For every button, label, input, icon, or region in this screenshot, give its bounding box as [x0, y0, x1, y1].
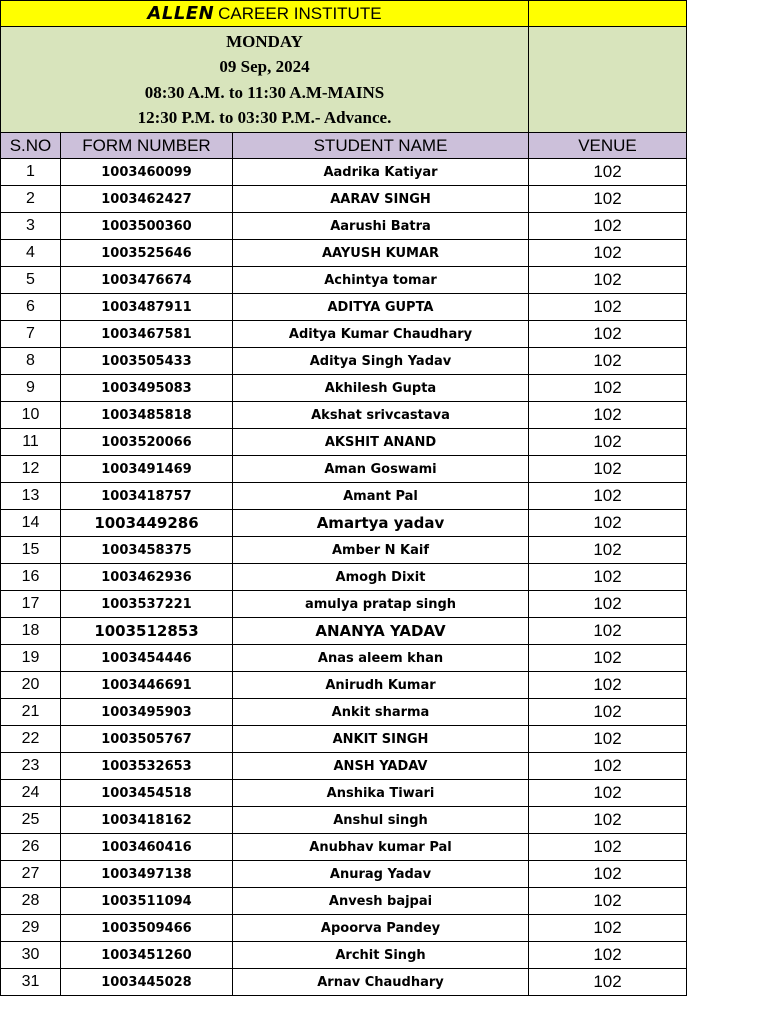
form-number-cell: 1003509466: [61, 915, 233, 942]
venue-cell: 102: [529, 321, 687, 348]
venue-cell: 102: [529, 861, 687, 888]
venue-cell: 102: [529, 645, 687, 672]
table-row: [1, 699, 687, 726]
sno-cell: 10: [1, 402, 61, 429]
student-name-cell: Aadrika Katiyar: [233, 159, 529, 186]
exam-info-row: [1, 27, 687, 133]
student-name-cell: Arnav Chaudhary: [233, 969, 529, 996]
venue-cell: 102: [529, 159, 687, 186]
form-number-cell: 1003505433: [61, 348, 233, 375]
student-name-cell: Anshul singh: [233, 807, 529, 834]
student-name-cell: ANSH YADAV: [233, 753, 529, 780]
form-number-cell: 1003495083: [61, 375, 233, 402]
table-row: [1, 834, 687, 861]
venue-cell: 102: [529, 510, 687, 537]
sno-cell: 15: [1, 537, 61, 564]
student-name-cell: Anas aleem khan: [233, 645, 529, 672]
form-number-cell: 1003458375: [61, 537, 233, 564]
sno-cell: 20: [1, 672, 61, 699]
sno-cell: 13: [1, 483, 61, 510]
venue-cell: 102: [529, 186, 687, 213]
form-number-cell: 1003418162: [61, 807, 233, 834]
sno-cell: 27: [1, 861, 61, 888]
sno-cell: 1: [1, 159, 61, 186]
venue-cell: 102: [529, 375, 687, 402]
sno-cell: 14: [1, 510, 61, 537]
student-name-cell: ADITYA GUPTA: [233, 294, 529, 321]
venue-cell: 102: [529, 483, 687, 510]
sno-cell: 3: [1, 213, 61, 240]
form-number-cell: 1003532653: [61, 753, 233, 780]
form-number-cell: 1003511094: [61, 888, 233, 915]
table-row: [1, 321, 687, 348]
student-name-cell: Anshika Tiwari: [233, 780, 529, 807]
table-row: [1, 537, 687, 564]
exam-info: [1, 27, 529, 133]
sno-cell: 9: [1, 375, 61, 402]
venue-cell: 102: [529, 537, 687, 564]
table-header-row: [1, 133, 687, 159]
info-blank-cell: [529, 27, 687, 133]
form-number-cell: 1003497138: [61, 861, 233, 888]
sno-cell: 28: [1, 888, 61, 915]
column-header-sno: S.NO: [1, 133, 61, 159]
form-number-cell: 1003454518: [61, 780, 233, 807]
column-header-student-name: STUDENT NAME: [233, 133, 529, 159]
column-header-venue: VENUE: [529, 133, 687, 159]
institute-name: CAREER INSTITUTE: [218, 4, 382, 23]
student-name-cell: Anubhav kumar Pal: [233, 834, 529, 861]
table-row: [1, 510, 687, 537]
table-row: [1, 375, 687, 402]
table-row: [1, 807, 687, 834]
form-number-cell: 1003460416: [61, 834, 233, 861]
student-name-cell: Akhilesh Gupta: [233, 375, 529, 402]
table-row: [1, 159, 687, 186]
student-name-cell: Akshat srivcastava: [233, 402, 529, 429]
form-number-cell: 1003487911: [61, 294, 233, 321]
student-name-cell: Amber N Kaif: [233, 537, 529, 564]
form-number-cell: 1003505767: [61, 726, 233, 753]
allen-logo-text: ALLEN: [147, 3, 215, 24]
form-number-cell: 1003454446: [61, 645, 233, 672]
form-number-cell: 1003476674: [61, 267, 233, 294]
venue-cell: 102: [529, 618, 687, 645]
exam-day: MONDAY: [226, 31, 303, 51]
sno-cell: 6: [1, 294, 61, 321]
table-row: [1, 456, 687, 483]
form-number-cell: 1003512853: [61, 618, 233, 645]
form-number-cell: 1003495903: [61, 699, 233, 726]
exam-slot-mains: 08:30 A.M. to 11:30 A.M-MAINS: [144, 82, 385, 102]
table-row: [1, 969, 687, 996]
venue-cell: 102: [529, 591, 687, 618]
table-row: [1, 483, 687, 510]
form-number-cell: 1003446691: [61, 672, 233, 699]
form-number-cell: 1003462936: [61, 564, 233, 591]
student-name-cell: Amartya yadav: [233, 510, 529, 537]
venue-cell: 102: [529, 402, 687, 429]
table-row: [1, 213, 687, 240]
venue-cell: 102: [529, 699, 687, 726]
table-row: [1, 618, 687, 645]
form-number-cell: 1003467581: [61, 321, 233, 348]
venue-cell: 102: [529, 834, 687, 861]
table-row: [1, 915, 687, 942]
form-number-cell: 1003418757: [61, 483, 233, 510]
student-name-cell: Anurag Yadav: [233, 861, 529, 888]
sno-cell: 5: [1, 267, 61, 294]
table-row: [1, 888, 687, 915]
table-row: [1, 429, 687, 456]
venue-cell: 102: [529, 429, 687, 456]
sno-cell: 26: [1, 834, 61, 861]
student-name-cell: Aditya Kumar Chaudhary: [233, 321, 529, 348]
sno-cell: 21: [1, 699, 61, 726]
venue-cell: 102: [529, 915, 687, 942]
sno-cell: 4: [1, 240, 61, 267]
sno-cell: 18: [1, 618, 61, 645]
form-number-cell: 1003445028: [61, 969, 233, 996]
student-name-cell: amulya pratap singh: [233, 591, 529, 618]
student-name-cell: Anirudh Kumar: [233, 672, 529, 699]
sno-cell: 17: [1, 591, 61, 618]
table-row: [1, 240, 687, 267]
table-row: [1, 942, 687, 969]
table-row: [1, 186, 687, 213]
sno-cell: 22: [1, 726, 61, 753]
table-row: [1, 780, 687, 807]
student-name-cell: AKSHIT ANAND: [233, 429, 529, 456]
institute-title-row: [1, 1, 687, 27]
venue-cell: 102: [529, 672, 687, 699]
sno-cell: 19: [1, 645, 61, 672]
venue-cell: 102: [529, 240, 687, 267]
student-name-cell: Apoorva Pandey: [233, 915, 529, 942]
venue-cell: 102: [529, 969, 687, 996]
sno-cell: 29: [1, 915, 61, 942]
student-name-cell: Aman Goswami: [233, 456, 529, 483]
column-header-form-number: FORM NUMBER: [61, 133, 233, 159]
table-row: [1, 348, 687, 375]
sno-cell: 25: [1, 807, 61, 834]
venue-cell: 102: [529, 348, 687, 375]
student-name-cell: Achintya tomar: [233, 267, 529, 294]
table-row: [1, 267, 687, 294]
form-number-cell: 1003537221: [61, 591, 233, 618]
sno-cell: 11: [1, 429, 61, 456]
venue-cell: 102: [529, 753, 687, 780]
student-name-cell: Ankit sharma: [233, 699, 529, 726]
student-name-cell: Aditya Singh Yadav: [233, 348, 529, 375]
institute-title: [1, 1, 529, 27]
venue-cell: 102: [529, 888, 687, 915]
form-number-cell: 1003500360: [61, 213, 233, 240]
form-number-cell: 1003462427: [61, 186, 233, 213]
table-row: [1, 294, 687, 321]
student-name-cell: Archit Singh: [233, 942, 529, 969]
venue-cell: 102: [529, 942, 687, 969]
venue-cell: 102: [529, 294, 687, 321]
table-row: [1, 645, 687, 672]
table-row: [1, 672, 687, 699]
student-name-cell: Aarushi Batra: [233, 213, 529, 240]
venue-cell: 102: [529, 780, 687, 807]
form-number-cell: 1003520066: [61, 429, 233, 456]
sno-cell: 16: [1, 564, 61, 591]
venue-cell: 102: [529, 456, 687, 483]
table-row: [1, 753, 687, 780]
sno-cell: 12: [1, 456, 61, 483]
table-row: [1, 402, 687, 429]
sno-cell: 24: [1, 780, 61, 807]
form-number-cell: 1003525646: [61, 240, 233, 267]
student-name-cell: ANKIT SINGH: [233, 726, 529, 753]
form-number-cell: 1003485818: [61, 402, 233, 429]
form-number-cell: 1003460099: [61, 159, 233, 186]
table-row: [1, 726, 687, 753]
venue-cell: 102: [529, 213, 687, 240]
sno-cell: 8: [1, 348, 61, 375]
student-name-cell: Amogh Dixit: [233, 564, 529, 591]
student-name-cell: AAYUSH KUMAR: [233, 240, 529, 267]
sno-cell: 2: [1, 186, 61, 213]
student-name-cell: AARAV SINGH: [233, 186, 529, 213]
venue-cell: 102: [529, 726, 687, 753]
table-row: [1, 861, 687, 888]
student-name-cell: Amant Pal: [233, 483, 529, 510]
exam-slot-advance: 12:30 P.M. to 03:30 P.M.- Advance.: [137, 108, 392, 127]
student-name-cell: Anvesh bajpai: [233, 888, 529, 915]
sno-cell: 23: [1, 753, 61, 780]
venue-cell: 102: [529, 564, 687, 591]
student-name-cell: ANANYA YADAV: [233, 618, 529, 645]
exam-date: 09 Sep, 2024: [219, 57, 310, 76]
form-number-cell: 1003491469: [61, 456, 233, 483]
venue-cell: 102: [529, 267, 687, 294]
venue-cell: 102: [529, 807, 687, 834]
table-row: [1, 591, 687, 618]
title-blank-cell: [529, 1, 687, 27]
sno-cell: 31: [1, 969, 61, 996]
sno-cell: 7: [1, 321, 61, 348]
form-number-cell: 1003449286: [61, 510, 233, 537]
form-number-cell: 1003451260: [61, 942, 233, 969]
table-row: [1, 564, 687, 591]
sno-cell: 30: [1, 942, 61, 969]
